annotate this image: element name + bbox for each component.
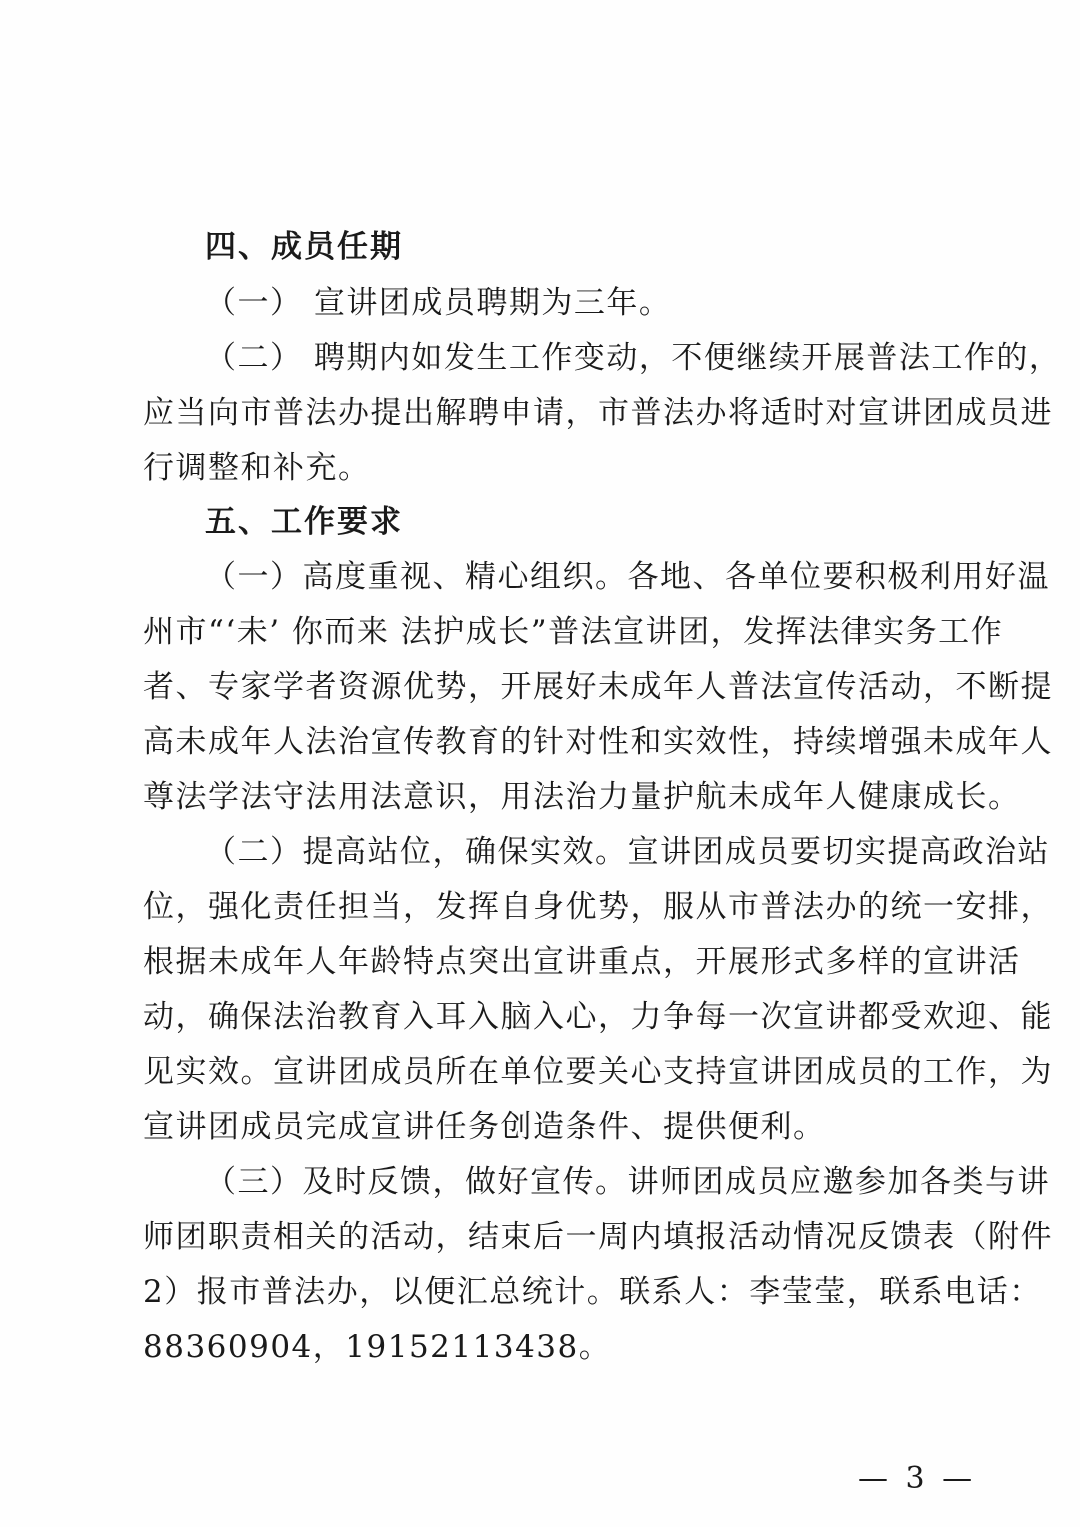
section-5-para-3-line-3: 2）报市普法办，以便汇总统计。联系人：李莹莹，联系电话： <box>143 1274 1042 1310</box>
section-5-para-3-line-1: （三）及时反馈，做好宣传。讲师团成员应邀参加各类与讲 <box>205 1164 1050 1200</box>
section-4-para-2-line-1: （二） 聘期内如发生工作变动，不便继续开展普法工作的， <box>205 340 1062 376</box>
section-5-para-3-line-2: 师团职责相关的活动，结束后一周内填报活动情况反馈表（附件 <box>143 1219 1053 1255</box>
section-5-para-2-line-1: （二）提高站位，确保实效。宣讲团成员要切实提高政治站 <box>205 834 1050 870</box>
section-5-para-2-line-6: 宣讲团成员完成宣讲任务创造条件、提供便利。 <box>143 1109 826 1145</box>
section-5-para-3-line-4: 88360904，19152113438。 <box>143 1329 612 1365</box>
section-5-para-2-line-2: 位，强化责任担当，发挥自身优势，服从市普法办的统一安排， <box>143 889 1053 925</box>
page-number: — 3 — <box>858 1461 977 1496</box>
section-5-para-2-line-4: 动，确保法治教育入耳入脑入心，力争每一次宣讲都受欢迎、能 <box>143 999 1053 1035</box>
section-5-para-1-line-5: 尊法学法守法用法意识，用法治力量护航未成年人健康成长。 <box>143 779 1021 815</box>
section-4-para-2-line-3: 行调整和补充。 <box>143 450 371 486</box>
section-4-heading: 四、成员任期 <box>205 229 403 265</box>
section-4-para-2-line-2: 应当向市普法办提出解聘申请，市普法办将适时对宣讲团成员进 <box>143 395 1053 431</box>
section-5-para-1-line-3: 者、专家学者资源优势，开展好未成年人普法宣传活动，不断提 <box>143 669 1053 705</box>
section-5-para-1-line-4: 高未成年人法治宣传教育的针对性和实效性，持续增强未成年人 <box>143 724 1053 760</box>
section-5-para-2-line-5: 见实效。宣讲团成员所在单位要关心支持宣讲团成员的工作，为 <box>143 1054 1053 1090</box>
section-5-heading: 五、工作要求 <box>205 504 403 540</box>
section-5-para-2-line-3: 根据未成年人年龄特点突出宣讲重点，开展形式多样的宣讲活 <box>143 944 1021 980</box>
section-4-para-1: （一） 宣讲团成员聘期为三年。 <box>205 285 672 321</box>
section-5-para-1-line-2: 州市“‘未’ 你而来 法护成长”普法宣讲团，发挥法律实务工作 <box>143 614 1004 650</box>
section-5-para-1-line-1: （一）高度重视、精心组织。各地、各单位要积极利用好温 <box>205 559 1050 595</box>
